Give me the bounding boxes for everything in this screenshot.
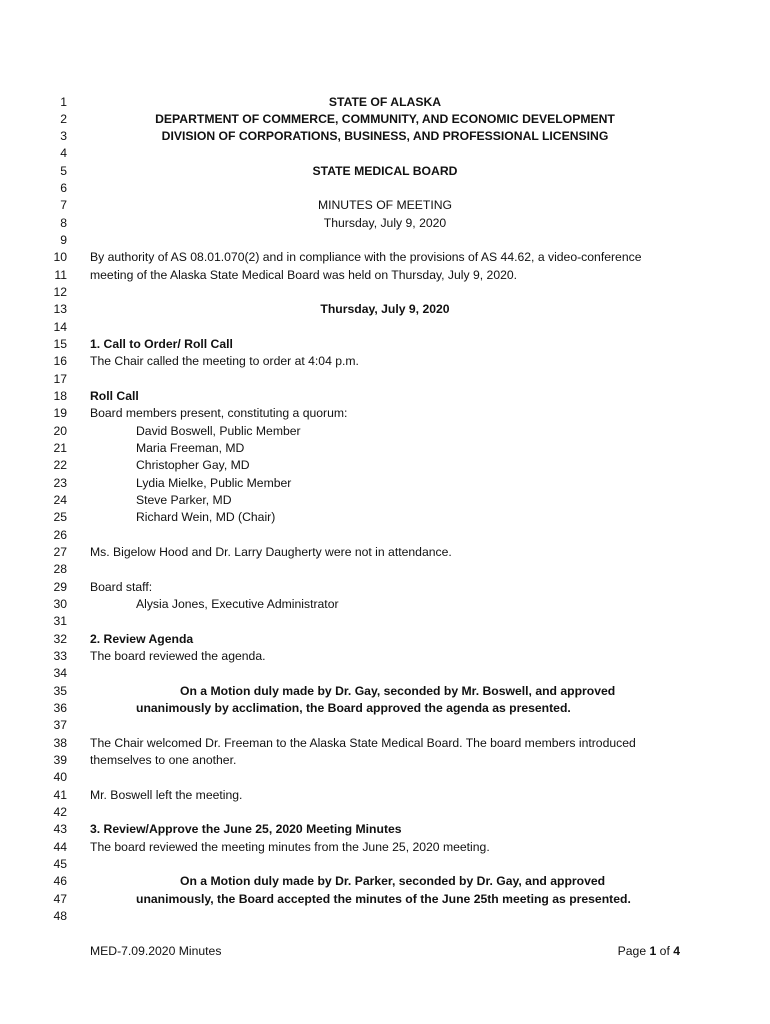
line-text: MINUTES OF MEETING bbox=[317, 198, 453, 213]
line-text: Maria Freeman, MD bbox=[136, 441, 245, 456]
footer-page-number bbox=[560, 943, 680, 960]
line-text: 1. Call to Order/ Roll Call bbox=[90, 337, 233, 352]
line-row bbox=[0, 267, 770, 284]
line-row bbox=[0, 94, 770, 111]
line-row bbox=[0, 180, 770, 197]
line-row bbox=[0, 648, 770, 665]
line-number: 3 bbox=[60, 129, 67, 144]
page-of: of bbox=[656, 944, 674, 958]
line-row bbox=[0, 509, 770, 526]
line-number: 14 bbox=[53, 319, 67, 334]
line-number: 16 bbox=[53, 354, 67, 369]
line-row bbox=[0, 700, 770, 717]
line-number: 35 bbox=[53, 683, 67, 698]
line-text: STATE MEDICAL BOARD bbox=[312, 163, 458, 178]
line-number: 5 bbox=[60, 163, 67, 178]
line-row bbox=[0, 873, 770, 890]
line-text: Thursday, July 9, 2020 bbox=[323, 215, 447, 230]
line-number: 34 bbox=[53, 666, 67, 681]
line-row bbox=[0, 423, 770, 440]
line-number: 41 bbox=[53, 787, 67, 802]
line-row bbox=[0, 440, 770, 457]
line-row bbox=[0, 111, 770, 128]
line-row bbox=[0, 804, 770, 821]
line-number: 39 bbox=[53, 753, 67, 768]
line-number: 43 bbox=[53, 822, 67, 837]
line-row bbox=[0, 544, 770, 561]
line-text: The board reviewed the meeting minutes from the June 25, 2020 meeting. bbox=[90, 839, 490, 854]
line-number: 15 bbox=[53, 337, 67, 352]
line-row bbox=[0, 163, 770, 180]
line-text: On a Motion duly made by Dr. Parker, seconded by Dr. Gay, and approved bbox=[180, 874, 606, 889]
line-row bbox=[0, 336, 770, 353]
line-number: 31 bbox=[53, 614, 67, 629]
line-row bbox=[0, 249, 770, 266]
line-row bbox=[0, 821, 770, 838]
line-text: Board members present, constituting a quorum: bbox=[90, 406, 348, 421]
line-number: 48 bbox=[53, 909, 67, 923]
line-row bbox=[0, 769, 770, 786]
line-row bbox=[0, 665, 770, 682]
line-number: 38 bbox=[53, 735, 67, 750]
line-number: 29 bbox=[53, 579, 67, 594]
line-row bbox=[0, 856, 770, 873]
line-number: 20 bbox=[53, 423, 67, 438]
line-number: 47 bbox=[53, 891, 67, 906]
line-number: 37 bbox=[53, 718, 67, 733]
page-total: 4 bbox=[673, 944, 680, 958]
line-text: On a Motion duly made by Dr. Gay, seconded by Mr. Boswell, and approved bbox=[180, 683, 616, 698]
line-row bbox=[0, 301, 770, 318]
line-text: By authority of AS 08.01.070(2) and in compliance with the provisions of AS 44.62, a video-conference bbox=[90, 250, 642, 265]
line-row bbox=[0, 128, 770, 145]
line-number: 7 bbox=[60, 198, 67, 213]
line-row bbox=[0, 457, 770, 474]
line-number: 1 bbox=[60, 94, 67, 109]
line-row bbox=[0, 284, 770, 301]
line-text: unanimously, the Board accepted the minutes of the June 25th meeting as presented. bbox=[136, 891, 631, 906]
line-text: 3. Review/Approve the June 25, 2020 Meeting Minutes bbox=[90, 822, 402, 837]
line-row bbox=[0, 787, 770, 804]
line-row bbox=[0, 197, 770, 214]
line-text: Thursday, July 9, 2020 bbox=[320, 302, 450, 317]
line-number: 33 bbox=[53, 649, 67, 664]
line-text: Christopher Gay, MD bbox=[136, 458, 250, 473]
line-number: 40 bbox=[53, 770, 67, 785]
line-text: The board reviewed the agenda. bbox=[90, 649, 266, 664]
footer-document-id: MED-7.09.2020 Minutes bbox=[90, 944, 222, 958]
line-text: 2. Review Agenda bbox=[90, 631, 194, 646]
line-row bbox=[0, 752, 770, 769]
line-number: 11 bbox=[54, 267, 67, 282]
line-number: 10 bbox=[53, 250, 67, 265]
line-text: Richard Wein, MD (Chair) bbox=[136, 510, 276, 525]
line-row bbox=[0, 839, 770, 856]
line-number: 12 bbox=[53, 285, 67, 300]
line-text: Lydia Mielke, Public Member bbox=[136, 475, 292, 490]
line-number: 44 bbox=[53, 839, 67, 854]
line-text: Ms. Bigelow Hood and Dr. Larry Daugherty were not in attendance. bbox=[90, 545, 452, 560]
line-row bbox=[0, 631, 770, 648]
line-row bbox=[0, 735, 770, 752]
line-number: 2 bbox=[60, 111, 67, 126]
page-prefix: Page bbox=[617, 944, 650, 958]
line-number: 28 bbox=[53, 562, 67, 577]
line-row bbox=[0, 319, 770, 336]
line-row bbox=[0, 405, 770, 422]
line-row bbox=[0, 579, 770, 596]
line-text: Steve Parker, MD bbox=[136, 493, 232, 508]
line-number: 24 bbox=[53, 493, 67, 508]
line-number: 9 bbox=[60, 233, 67, 248]
line-number: 18 bbox=[53, 389, 67, 404]
line-text: themselves to one another. bbox=[90, 753, 237, 768]
line-row bbox=[0, 215, 770, 232]
line-row bbox=[0, 561, 770, 578]
line-row bbox=[0, 232, 770, 249]
line-number: 8 bbox=[60, 215, 67, 230]
line-row bbox=[0, 371, 770, 388]
line-number: 32 bbox=[53, 631, 67, 646]
line-text: DEPARTMENT OF COMMERCE, COMMUNITY, AND ECONOMIC DEVELOPMENT bbox=[155, 111, 615, 126]
line-text: meeting of the Alaska State Medical Board was held on Thursday, July 9, 2020. bbox=[90, 267, 518, 282]
line-number: 17 bbox=[53, 371, 67, 386]
line-number: 4 bbox=[60, 146, 67, 161]
line-number: 21 bbox=[53, 441, 67, 456]
line-row bbox=[0, 388, 770, 405]
line-number: 30 bbox=[53, 597, 67, 612]
line-text: unanimously by acclimation, the Board approved the agenda as presented. bbox=[136, 701, 571, 716]
line-row bbox=[0, 717, 770, 734]
line-number: 13 bbox=[53, 302, 67, 317]
line-row bbox=[0, 613, 770, 630]
line-row bbox=[0, 492, 770, 509]
line-row bbox=[0, 475, 770, 492]
line-number: 45 bbox=[53, 857, 67, 872]
line-text: Roll Call bbox=[90, 389, 139, 404]
line-number: 27 bbox=[53, 545, 67, 560]
line-number: 25 bbox=[53, 510, 67, 525]
line-text: The Chair welcomed Dr. Freeman to the Alaska State Medical Board. The board members introduced bbox=[90, 735, 636, 750]
line-number: 19 bbox=[53, 406, 67, 421]
line-text: David Boswell, Public Member bbox=[136, 423, 301, 438]
line-number: 42 bbox=[53, 805, 67, 820]
line-number: 46 bbox=[53, 874, 67, 889]
line-text: Mr. Boswell left the meeting. bbox=[90, 787, 243, 802]
page-current: 1 bbox=[649, 944, 657, 958]
line-number: 26 bbox=[53, 527, 67, 542]
line-text: The Chair called the meeting to order at 4:04 p.m. bbox=[90, 354, 359, 369]
line-row bbox=[0, 908, 770, 925]
line-text: STATE OF ALASKA bbox=[328, 94, 442, 109]
line-number: 6 bbox=[60, 181, 67, 196]
line-row bbox=[0, 353, 770, 370]
line-row bbox=[0, 145, 770, 162]
line-number: 36 bbox=[53, 701, 67, 716]
line-row bbox=[0, 891, 770, 908]
line-row bbox=[0, 596, 770, 613]
line-row bbox=[0, 527, 770, 544]
line-text: DIVISION OF CORPORATIONS, BUSINESS, AND PROFESSIONAL LICENSING bbox=[161, 129, 609, 144]
line-row bbox=[0, 683, 770, 700]
line-text: Alysia Jones, Executive Administrator bbox=[136, 597, 339, 612]
line-text: Board staff: bbox=[90, 579, 153, 594]
line-number: 22 bbox=[53, 458, 67, 473]
line-number: 23 bbox=[53, 475, 67, 490]
